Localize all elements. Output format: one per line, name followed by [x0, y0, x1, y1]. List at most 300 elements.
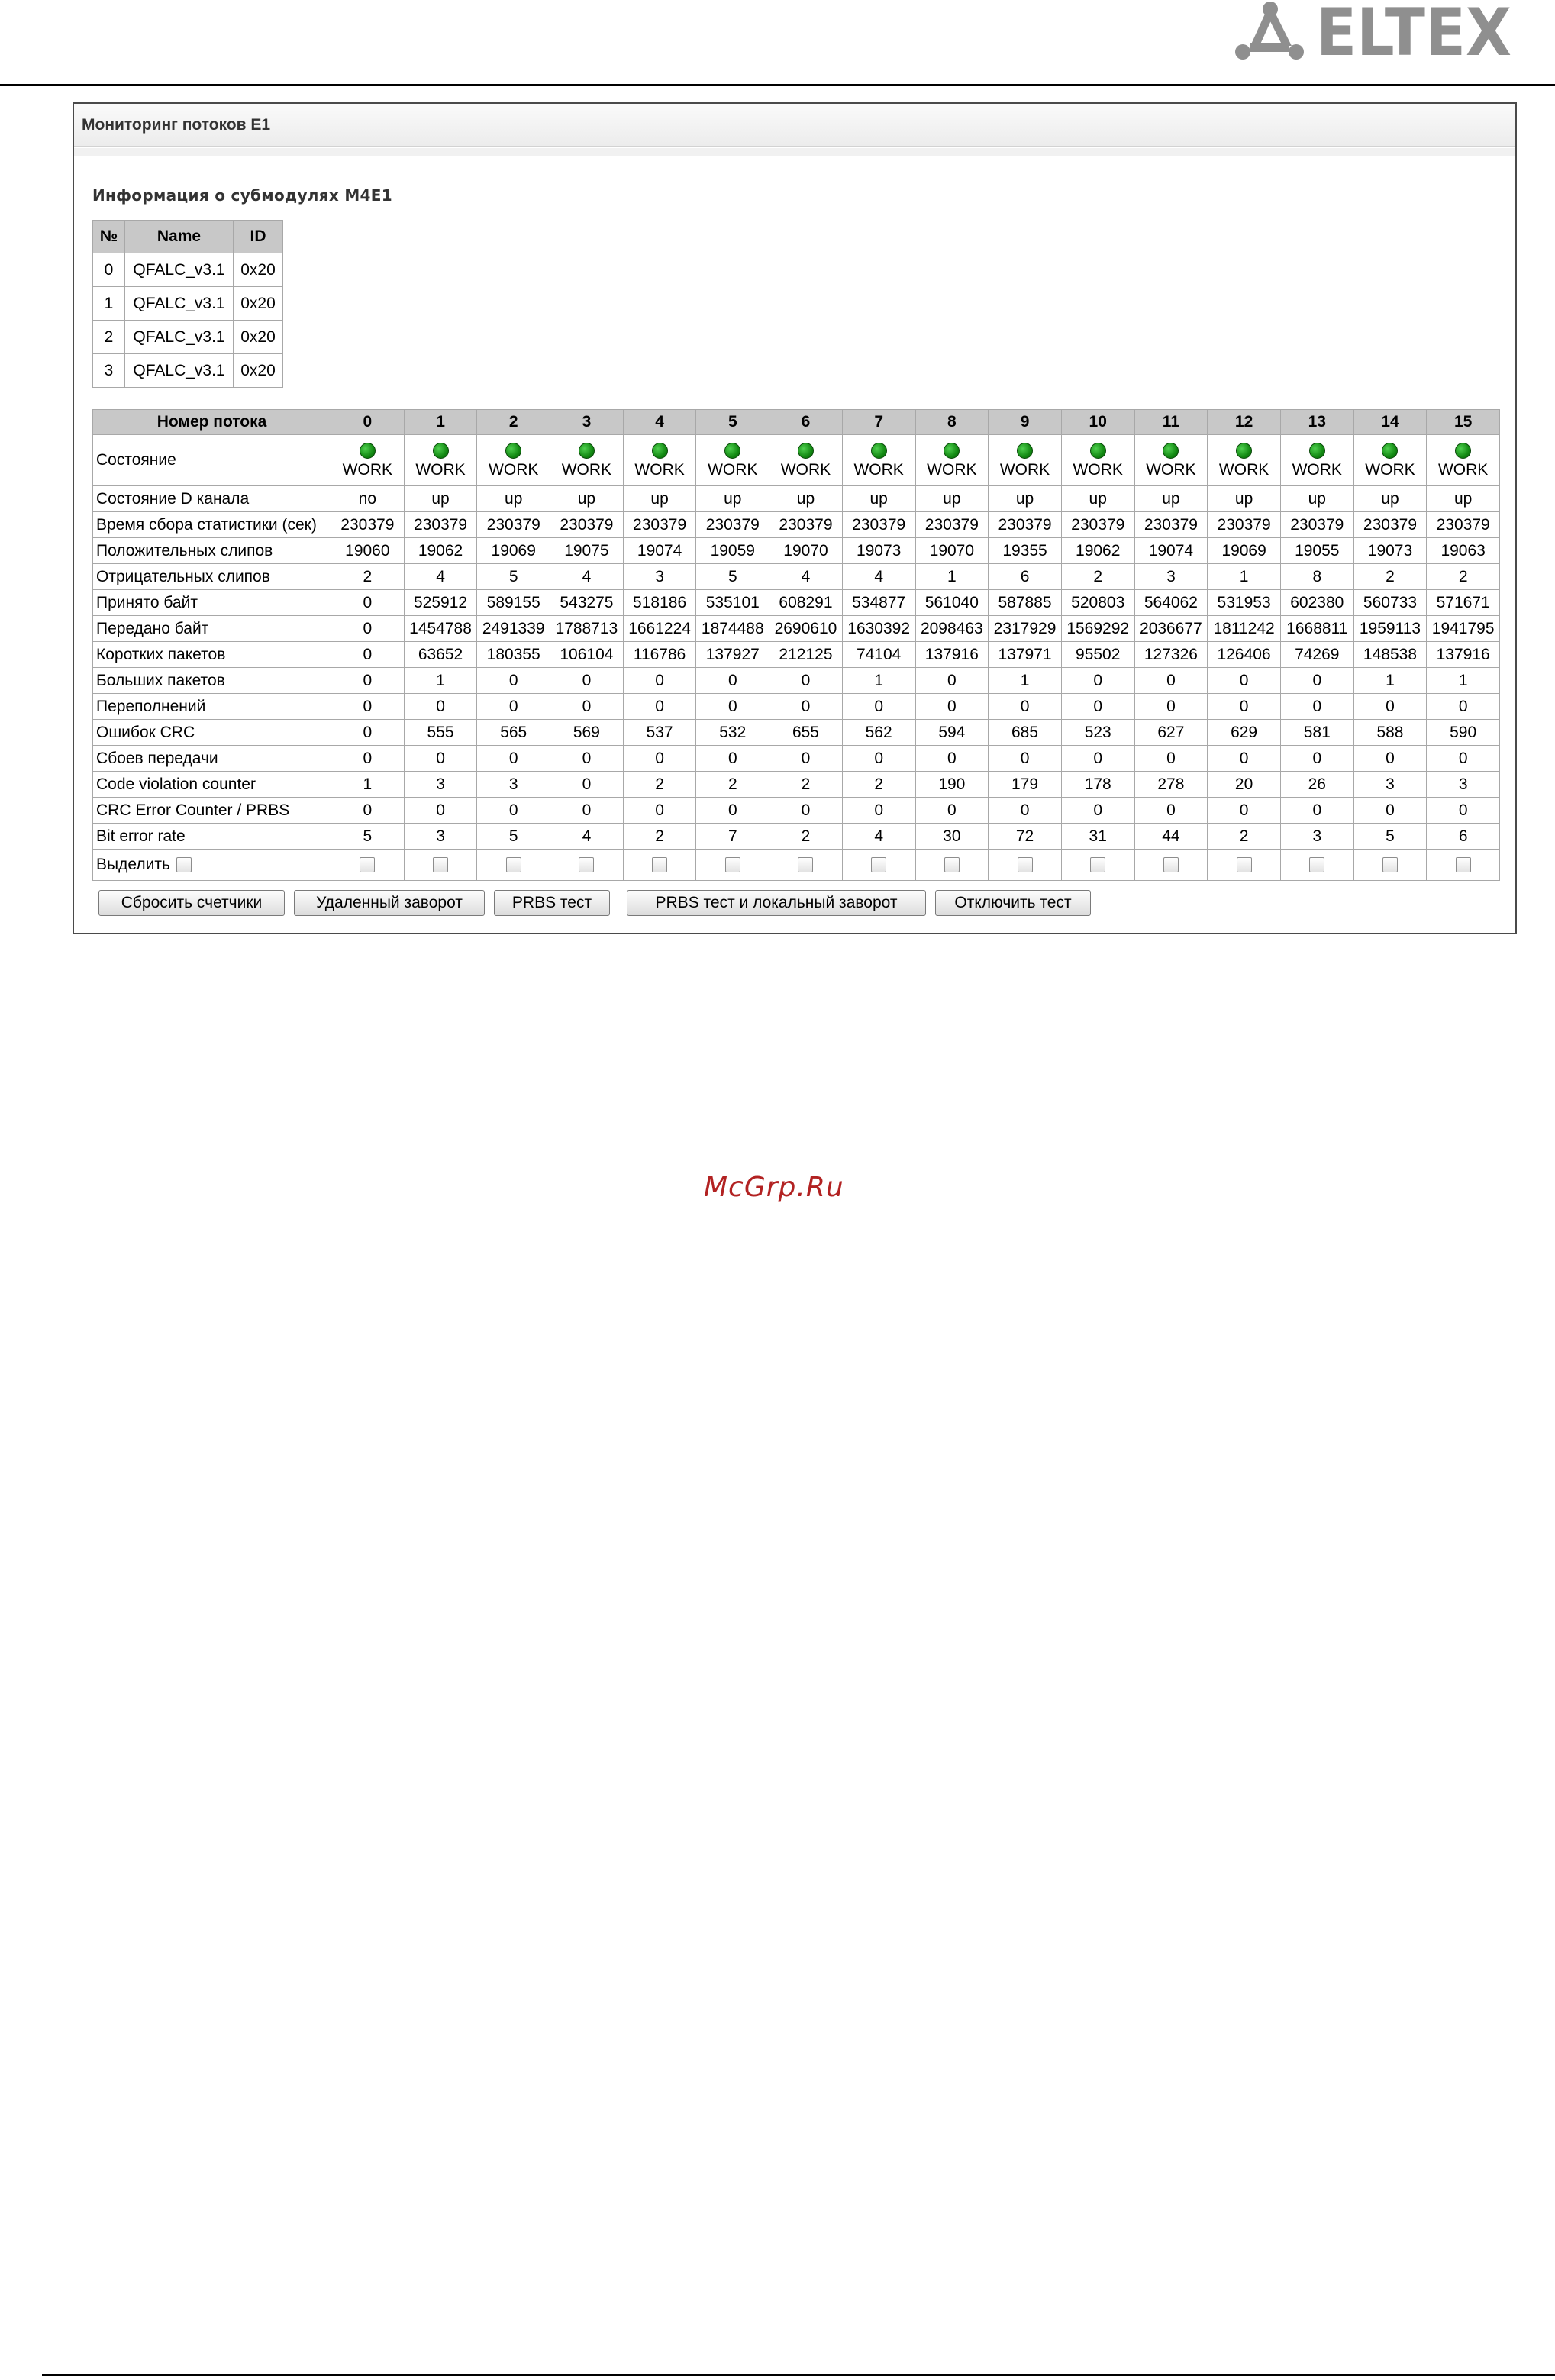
stream-select-checkbox[interactable] — [360, 857, 375, 872]
stream-select-checkbox[interactable] — [1163, 857, 1179, 872]
metric-value: 534877 — [842, 590, 915, 616]
stream-select-checkbox[interactable] — [579, 857, 594, 872]
metric-value: 19063 — [1427, 538, 1500, 564]
status-led-icon — [1455, 443, 1471, 459]
status-led-icon — [798, 443, 814, 459]
metric-label: Коротких пакетов — [93, 642, 331, 668]
stream-state-text: WORK — [1218, 461, 1269, 479]
stream-state-text: WORK — [634, 461, 685, 479]
metric-value: 2 — [769, 772, 843, 798]
metric-value: 2098463 — [915, 616, 989, 642]
metric-value: 629 — [1208, 720, 1281, 746]
metric-row — [93, 616, 1500, 642]
metric-label: Code violation counter — [93, 772, 331, 798]
submodule-number-cell: 3 — [93, 354, 125, 388]
submodule-name-cell: QFALC_v3.1 — [125, 287, 234, 321]
metric-value: 561040 — [915, 590, 989, 616]
metric-row — [93, 772, 1500, 798]
stream-state-cell — [331, 435, 405, 486]
metric-value: 562 — [842, 720, 915, 746]
metric-value: 0 — [1061, 694, 1134, 720]
metric-value: 0 — [331, 642, 405, 668]
metric-value: 1788713 — [550, 616, 624, 642]
status-led-icon — [944, 443, 960, 459]
stream-select-checkbox[interactable] — [944, 857, 960, 872]
metric-row — [93, 746, 1500, 772]
metric-value: 212125 — [769, 642, 843, 668]
stream-statistics-table — [92, 409, 1500, 881]
stream-select-checkbox[interactable] — [1382, 857, 1398, 872]
stream-state-text: WORK — [1437, 461, 1489, 479]
stream-number-4: 4 — [623, 410, 696, 435]
metric-value: 0 — [1208, 668, 1281, 694]
state-row-label: Состояние — [93, 435, 331, 486]
metric-value: 581 — [1280, 720, 1353, 746]
stream-state-text: WORK — [489, 461, 539, 479]
metric-value: 569 — [550, 720, 624, 746]
metric-value: 0 — [1280, 746, 1353, 772]
metric-value: 0 — [550, 746, 624, 772]
status-led-icon — [1163, 443, 1179, 459]
metric-value: 5 — [696, 564, 769, 590]
metric-value: 0 — [915, 668, 989, 694]
status-led-icon — [433, 443, 449, 459]
metric-value: 230379 — [1061, 512, 1134, 538]
e1-monitoring-panel — [73, 102, 1517, 934]
metric-value: 0 — [842, 694, 915, 720]
metric-value: 230379 — [842, 512, 915, 538]
stream-select-cell — [769, 850, 843, 881]
metric-value: 19074 — [1134, 538, 1208, 564]
metric-value: 0 — [1061, 746, 1134, 772]
metric-value: 2 — [1427, 564, 1500, 590]
stream-number-8: 8 — [915, 410, 989, 435]
eltex-logo — [1232, 0, 1515, 67]
metric-value: 4 — [550, 564, 624, 590]
metric-value: 1 — [842, 668, 915, 694]
stream-state-text: WORK — [342, 461, 392, 479]
metric-value: 0 — [404, 746, 477, 772]
metric-value: 72 — [989, 824, 1062, 850]
metric-value: 0 — [477, 798, 550, 824]
metric-value: 0 — [623, 798, 696, 824]
stream-select-cell — [1353, 850, 1427, 881]
stream-select-checkbox[interactable] — [725, 857, 740, 872]
metric-value: 0 — [477, 746, 550, 772]
metric-value: 6 — [989, 564, 1062, 590]
metric-value: 4 — [404, 564, 477, 590]
metric-value: 3 — [404, 824, 477, 850]
metric-value: 1811242 — [1208, 616, 1281, 642]
stream-select-checkbox[interactable] — [433, 857, 448, 872]
metric-value: 0 — [696, 798, 769, 824]
metric-value: 0 — [331, 616, 405, 642]
select-all-checkbox[interactable] — [176, 857, 192, 872]
metric-value: 0 — [1427, 694, 1500, 720]
submodule-row — [93, 253, 283, 287]
metric-row — [93, 538, 1500, 564]
metric-value: 19070 — [915, 538, 989, 564]
status-led-icon — [1090, 443, 1106, 459]
metric-value: 1668811 — [1280, 616, 1353, 642]
metric-value: 1 — [331, 772, 405, 798]
metric-row — [93, 564, 1500, 590]
metric-value: 180355 — [477, 642, 550, 668]
metric-value: 543275 — [550, 590, 624, 616]
metric-value: 590 — [1427, 720, 1500, 746]
stream-number-2: 2 — [477, 410, 550, 435]
metric-row — [93, 486, 1500, 512]
stream-select-checkbox[interactable] — [506, 857, 521, 872]
metric-value: 2 — [842, 772, 915, 798]
stream-number-0: 0 — [331, 410, 405, 435]
stream-state-cell — [915, 435, 989, 486]
metric-value: up — [915, 486, 989, 512]
select-row — [93, 850, 1500, 881]
stream-number-1: 1 — [404, 410, 477, 435]
stream-select-cell — [1427, 850, 1500, 881]
metric-label: Время сбора статистики (сек) — [93, 512, 331, 538]
stream-state-cell — [1208, 435, 1281, 486]
submodule-row — [93, 321, 283, 354]
metric-value: 4 — [769, 564, 843, 590]
stream-state-cell — [842, 435, 915, 486]
stream-select-cell — [623, 850, 696, 881]
stream-number-6: 6 — [769, 410, 843, 435]
metric-value: 116786 — [623, 642, 696, 668]
metric-value: 2 — [623, 772, 696, 798]
metric-value: 0 — [1353, 746, 1427, 772]
metric-value: 3 — [1353, 772, 1427, 798]
metric-value: 1661224 — [623, 616, 696, 642]
stream-number-11: 11 — [1134, 410, 1208, 435]
metric-value: 0 — [915, 694, 989, 720]
metric-value: 19074 — [623, 538, 696, 564]
metric-value: 518186 — [623, 590, 696, 616]
metric-value: 3 — [1280, 824, 1353, 850]
metric-value: 230379 — [769, 512, 843, 538]
stream-number-10: 10 — [1061, 410, 1134, 435]
stream-state-cell — [404, 435, 477, 486]
metric-value: 230379 — [1134, 512, 1208, 538]
stream-select-checkbox[interactable] — [1237, 857, 1252, 872]
metric-value: up — [989, 486, 1062, 512]
metric-value: 4 — [842, 564, 915, 590]
metric-value: 0 — [1134, 694, 1208, 720]
metric-value: 0 — [477, 668, 550, 694]
metric-value: 4 — [842, 824, 915, 850]
metric-value: 44 — [1134, 824, 1208, 850]
stream-select-checkbox[interactable] — [1456, 857, 1471, 872]
stream-select-cell — [550, 850, 624, 881]
metric-label: Передано байт — [93, 616, 331, 642]
stream-select-cell — [331, 850, 405, 881]
stream-select-cell — [696, 850, 769, 881]
stream-state-text: WORK — [708, 461, 758, 479]
metric-value: 587885 — [989, 590, 1062, 616]
metric-value: 5 — [477, 564, 550, 590]
submodule-id-cell: 0x20 — [234, 354, 283, 388]
metric-value: 0 — [1208, 798, 1281, 824]
metric-label: Принято байт — [93, 590, 331, 616]
metric-value: 19355 — [989, 538, 1062, 564]
stream-state-cell — [769, 435, 843, 486]
metric-value: 179 — [989, 772, 1062, 798]
metric-value: 0 — [1280, 694, 1353, 720]
stream-state-cell — [1061, 435, 1134, 486]
metric-value: up — [696, 486, 769, 512]
metric-value: 627 — [1134, 720, 1208, 746]
metric-value: up — [769, 486, 843, 512]
metric-value: no — [331, 486, 405, 512]
submodules-section-title: Информация о субмодулях M4E1 — [92, 186, 392, 205]
metric-label: Ошибок CRC — [93, 720, 331, 746]
metric-value: 0 — [404, 798, 477, 824]
disable-test-button[interactable]: Отключить тест — [935, 890, 1091, 916]
metric-value: 5 — [1353, 824, 1427, 850]
metric-value: 3 — [623, 564, 696, 590]
metric-value: 0 — [769, 694, 843, 720]
metric-value: 565 — [477, 720, 550, 746]
stream-select-checkbox[interactable] — [1090, 857, 1105, 872]
metric-value: 0 — [331, 720, 405, 746]
metric-value: 0 — [769, 668, 843, 694]
stream-state-text: WORK — [561, 461, 612, 479]
metric-value: 0 — [1061, 668, 1134, 694]
metric-value: 1454788 — [404, 616, 477, 642]
metric-value: 0 — [769, 798, 843, 824]
metric-value: 1630392 — [842, 616, 915, 642]
metric-row — [93, 668, 1500, 694]
metric-value: 0 — [404, 694, 477, 720]
metric-value: 6 — [1427, 824, 1500, 850]
stream-select-checkbox[interactable] — [871, 857, 886, 872]
stream-number-header: Номер потока — [93, 410, 331, 435]
status-led-icon — [871, 443, 887, 459]
metric-value: 2690610 — [769, 616, 843, 642]
metric-value: 0 — [1353, 694, 1427, 720]
metric-label: Сбоев передачи — [93, 746, 331, 772]
metric-value: 0 — [331, 668, 405, 694]
metric-value: 190 — [915, 772, 989, 798]
stream-state-cell — [989, 435, 1062, 486]
metric-value: 535101 — [696, 590, 769, 616]
metric-value: 19059 — [696, 538, 769, 564]
stream-number-9: 9 — [989, 410, 1062, 435]
stream-number-7: 7 — [842, 410, 915, 435]
submodule-id-cell: 0x20 — [234, 321, 283, 354]
metric-value: 137916 — [915, 642, 989, 668]
metric-value: 0 — [1353, 798, 1427, 824]
metric-value: 63652 — [404, 642, 477, 668]
metric-value: 148538 — [1353, 642, 1427, 668]
prbs-local-loopback-button[interactable]: PRBS тест и локальный заворот — [627, 890, 926, 916]
metric-value: 1874488 — [696, 616, 769, 642]
metric-value: 0 — [842, 746, 915, 772]
metric-value: 0 — [477, 694, 550, 720]
metric-row — [93, 798, 1500, 824]
metric-value: 19070 — [769, 538, 843, 564]
metric-value: 531953 — [1208, 590, 1281, 616]
metric-value: 2036677 — [1134, 616, 1208, 642]
metric-value: 19075 — [550, 538, 624, 564]
metric-value: 230379 — [989, 512, 1062, 538]
metric-row — [93, 720, 1500, 746]
metric-value: 0 — [331, 590, 405, 616]
stream-state-text: WORK — [780, 461, 831, 479]
status-led-icon — [360, 443, 376, 459]
metric-value: 0 — [623, 668, 696, 694]
metric-value: 4 — [550, 824, 624, 850]
metric-label: Bit error rate — [93, 824, 331, 850]
metric-label: Положительных слипов — [93, 538, 331, 564]
metric-value: 560733 — [1353, 590, 1427, 616]
metric-value: 2 — [696, 772, 769, 798]
metric-value: up — [842, 486, 915, 512]
status-led-icon — [652, 443, 668, 459]
metric-value: 594 — [915, 720, 989, 746]
metric-value: 1 — [989, 668, 1062, 694]
metric-value: 1 — [915, 564, 989, 590]
submodule-number-cell: 0 — [93, 253, 125, 287]
stream-select-cell — [915, 850, 989, 881]
status-led-icon — [1382, 443, 1398, 459]
metric-value: 564062 — [1134, 590, 1208, 616]
status-led-icon — [1017, 443, 1033, 459]
metric-value: 1 — [1427, 668, 1500, 694]
metric-value: up — [477, 486, 550, 512]
stream-select-checkbox[interactable] — [798, 857, 813, 872]
submodule-id-cell: 0x20 — [234, 287, 283, 321]
metric-value: 74269 — [1280, 642, 1353, 668]
stream-select-checkbox[interactable] — [1309, 857, 1324, 872]
metric-value: 19062 — [404, 538, 477, 564]
metric-value: 3 — [1134, 564, 1208, 590]
status-led-icon — [724, 443, 740, 459]
metric-value: 2 — [331, 564, 405, 590]
metric-row — [93, 824, 1500, 850]
metric-value: 589155 — [477, 590, 550, 616]
metric-value: 0 — [331, 746, 405, 772]
metric-value: 230379 — [623, 512, 696, 538]
metric-value: 230379 — [1353, 512, 1427, 538]
stream-select-cell — [1208, 850, 1281, 881]
metric-value: 3 — [1427, 772, 1500, 798]
stream-state-text: WORK — [415, 461, 466, 479]
metric-value: 2 — [1208, 824, 1281, 850]
metric-value: 5 — [331, 824, 405, 850]
metric-value: 0 — [550, 798, 624, 824]
metric-value: up — [1061, 486, 1134, 512]
metric-value: 230379 — [404, 512, 477, 538]
metric-label: Больших пакетов — [93, 668, 331, 694]
metric-value: 8 — [1280, 564, 1353, 590]
metric-value: 0 — [696, 746, 769, 772]
stream-select-cell — [989, 850, 1062, 881]
metric-value: 2491339 — [477, 616, 550, 642]
metric-value: 0 — [1208, 694, 1281, 720]
metric-value: 0 — [1134, 668, 1208, 694]
metric-value: 230379 — [550, 512, 624, 538]
submodule-name-cell: QFALC_v3.1 — [125, 321, 234, 354]
metric-value: 19060 — [331, 538, 405, 564]
metric-value: 31 — [1061, 824, 1134, 850]
metric-value: 0 — [842, 798, 915, 824]
metric-value: 523 — [1061, 720, 1134, 746]
metric-value: 178 — [1061, 772, 1134, 798]
metric-value: 230379 — [331, 512, 405, 538]
metric-value: 230379 — [1208, 512, 1281, 538]
stream-state-text: WORK — [1146, 461, 1196, 479]
metric-value: 555 — [404, 720, 477, 746]
metric-value: 1941795 — [1427, 616, 1500, 642]
footer-divider — [42, 2374, 1555, 2376]
metric-value: 230379 — [477, 512, 550, 538]
metric-value: 520803 — [1061, 590, 1134, 616]
metric-value: 0 — [1280, 798, 1353, 824]
stream-state-cell — [1353, 435, 1427, 486]
reset-counters-button[interactable]: Сбросить счетчики — [98, 890, 285, 916]
prbs-test-button[interactable]: PRBS тест — [494, 890, 610, 916]
metric-row — [93, 590, 1500, 616]
metric-value: 588 — [1353, 720, 1427, 746]
stream-select-checkbox[interactable] — [652, 857, 667, 872]
metric-value: 0 — [550, 694, 624, 720]
stream-state-text: WORK — [999, 461, 1050, 479]
metric-value: 0 — [1061, 798, 1134, 824]
stream-state-cell — [550, 435, 624, 486]
status-led-icon — [1236, 443, 1252, 459]
metric-value: 2 — [1061, 564, 1134, 590]
metric-value: 0 — [331, 798, 405, 824]
metric-value: up — [404, 486, 477, 512]
stream-number-12: 12 — [1208, 410, 1281, 435]
stream-select-checkbox[interactable] — [1018, 857, 1033, 872]
metric-label: CRC Error Counter / PRBS — [93, 798, 331, 824]
stream-number-13: 13 — [1280, 410, 1353, 435]
stream-state-cell — [477, 435, 550, 486]
status-led-icon — [505, 443, 521, 459]
metric-value: 30 — [915, 824, 989, 850]
metric-value: up — [623, 486, 696, 512]
metric-value: 20 — [1208, 772, 1281, 798]
metric-value: 525912 — [404, 590, 477, 616]
submodules-table — [92, 220, 283, 388]
stream-number-3: 3 — [550, 410, 624, 435]
metric-value: 0 — [989, 746, 1062, 772]
stream-select-cell — [842, 850, 915, 881]
metric-value: 537 — [623, 720, 696, 746]
metric-value: 0 — [550, 772, 624, 798]
logo-wordmark: ELTEX — [1316, 0, 1511, 67]
metric-value: 5 — [477, 824, 550, 850]
stream-select-cell — [404, 850, 477, 881]
metric-value: 95502 — [1061, 642, 1134, 668]
status-led-icon — [579, 443, 595, 459]
metric-value: 126406 — [1208, 642, 1281, 668]
metric-value: up — [550, 486, 624, 512]
submodule-row — [93, 354, 283, 388]
metric-value: 74104 — [842, 642, 915, 668]
submodule-name-cell: QFALC_v3.1 — [125, 354, 234, 388]
metric-value: 3 — [477, 772, 550, 798]
metric-value: 3 — [404, 772, 477, 798]
stream-state-text: WORK — [927, 461, 977, 479]
remote-loopback-button[interactable]: Удаленный заворот — [294, 890, 485, 916]
stream-select-cell — [1061, 850, 1134, 881]
metric-value: 230379 — [1427, 512, 1500, 538]
metric-value: 0 — [550, 668, 624, 694]
